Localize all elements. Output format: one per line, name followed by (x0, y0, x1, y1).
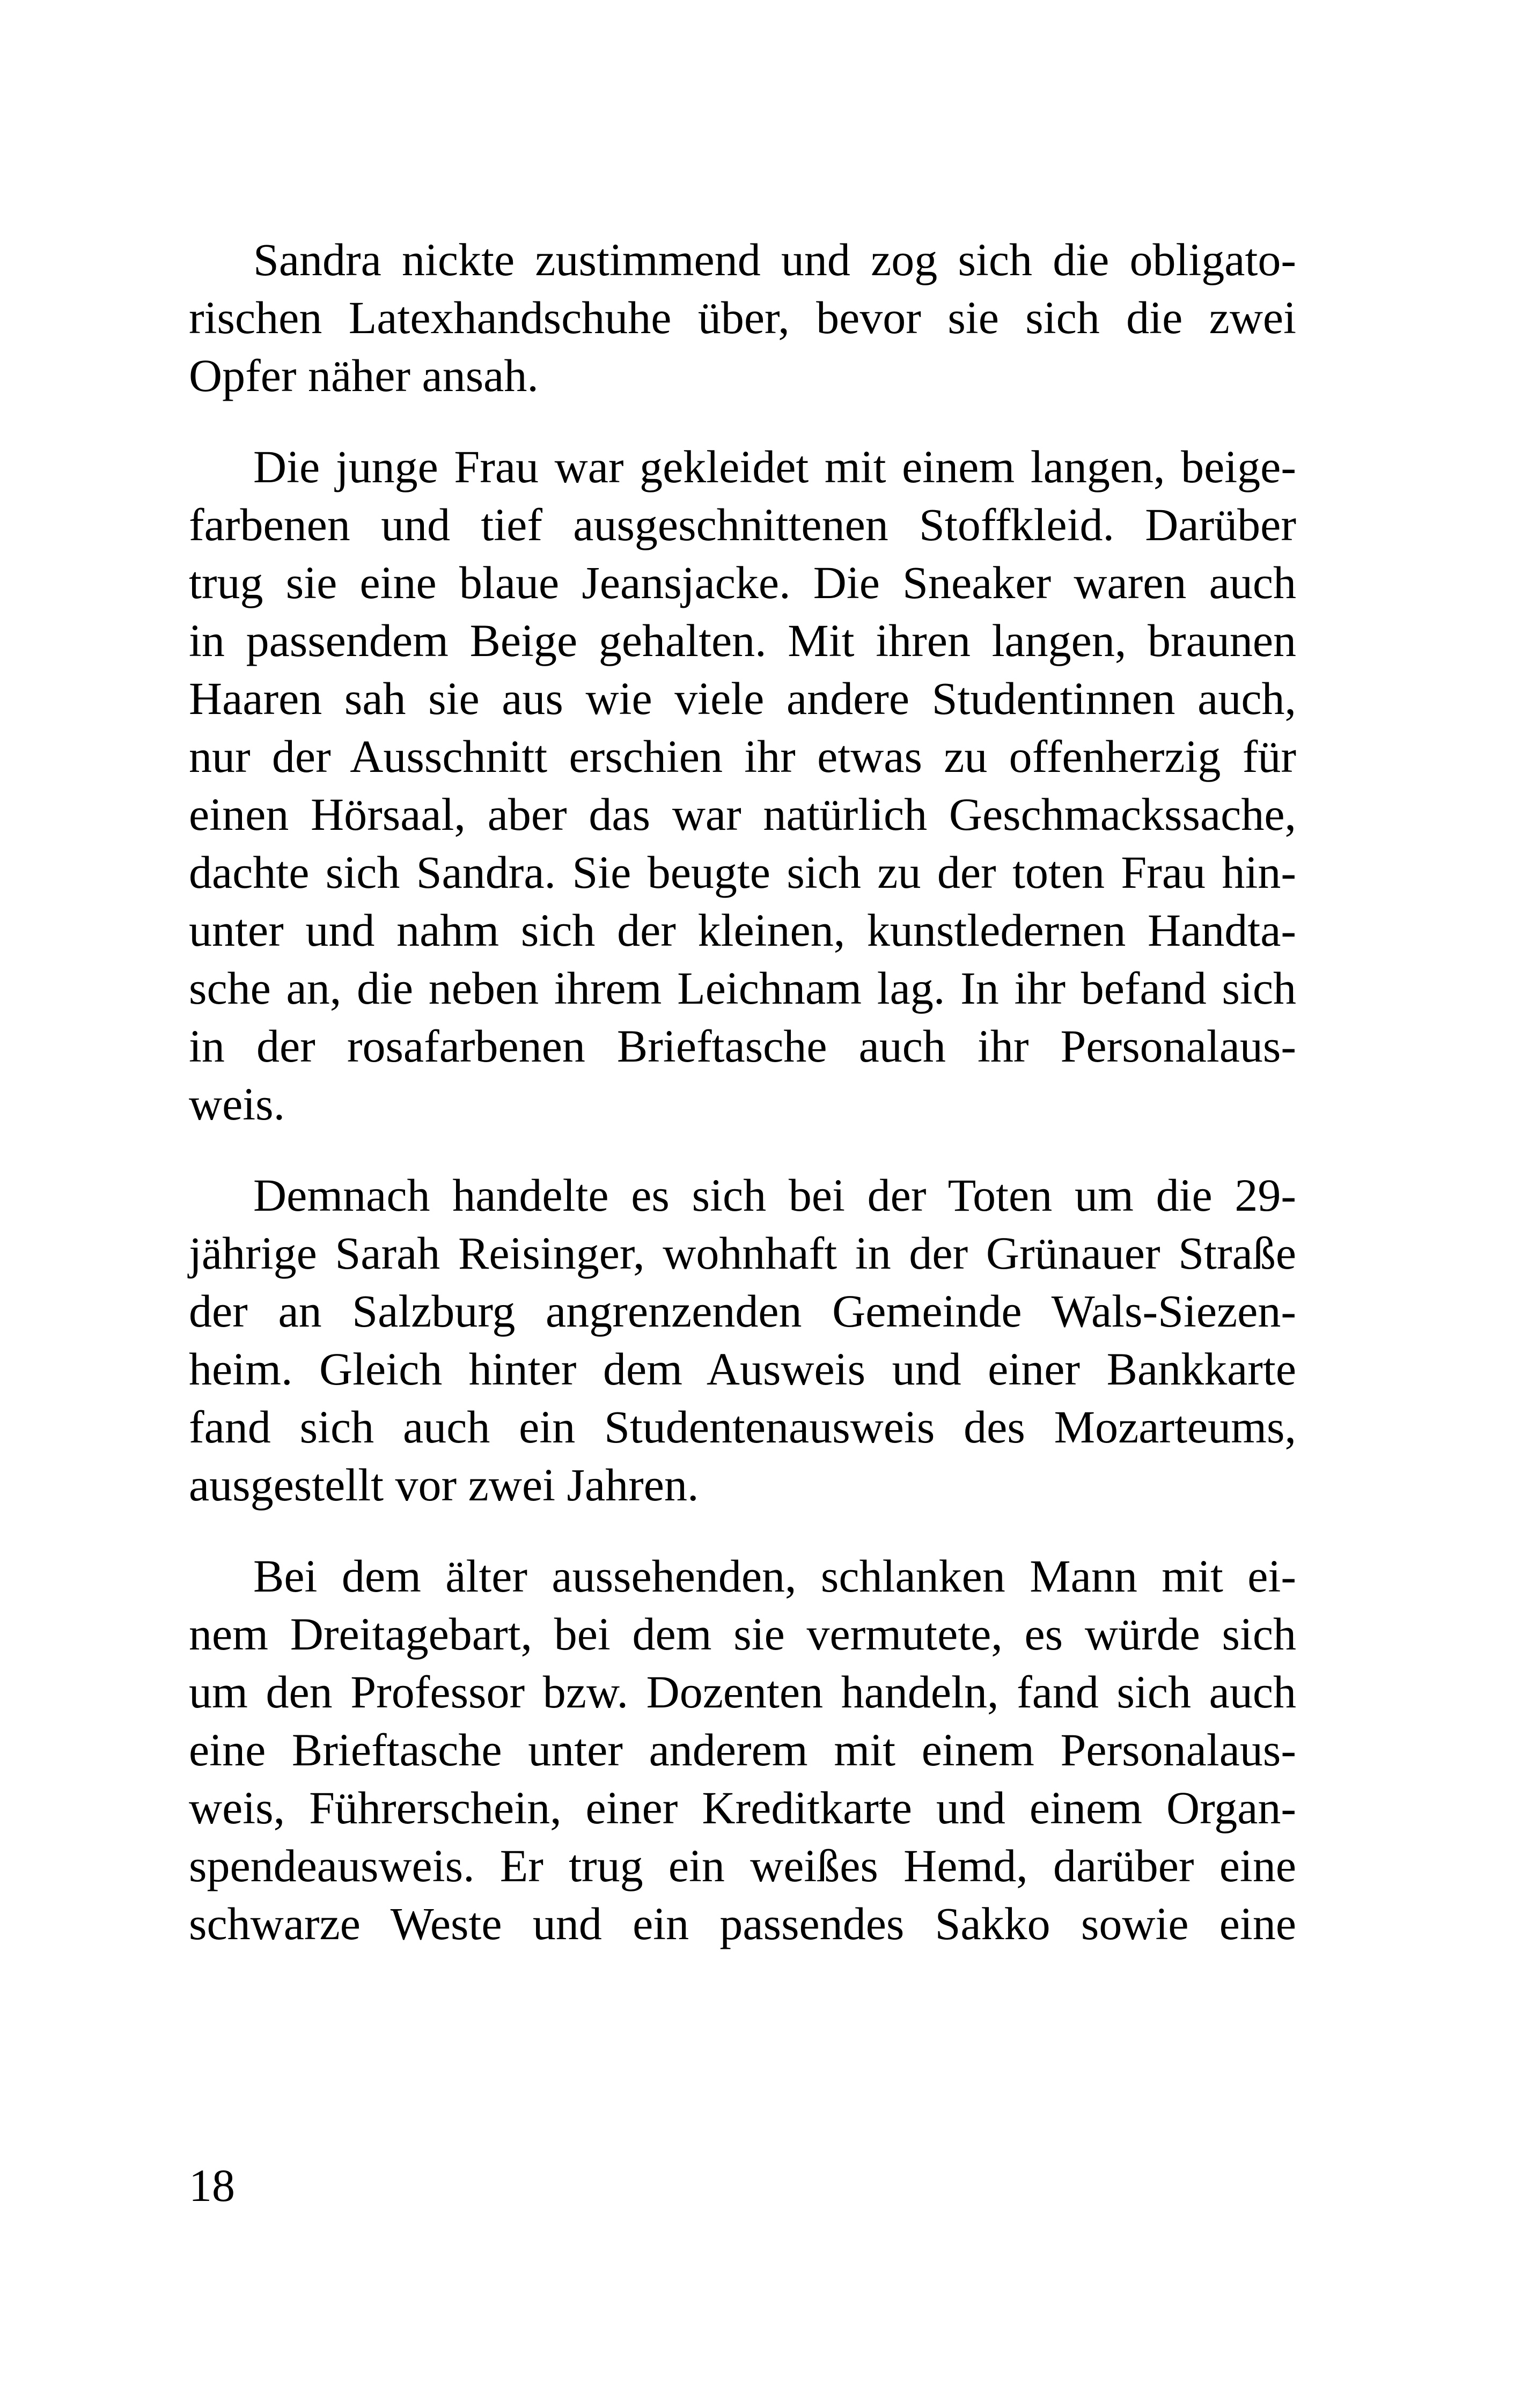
text-line: jährige Sarah Reisinger, wohnhaft in der Grünauer Straße (189, 1227, 1296, 1279)
text-line: schwarze Weste und ein passendes Sakko sowie eine (189, 1898, 1296, 1949)
text-line: Haaren sah sie aus wie viele andere Studentinnen auch, (189, 673, 1296, 724)
text-line: Demnach handelte es sich bei der Toten um die 29- (253, 1169, 1296, 1221)
text-line: spendeausweis. Er trug ein weißes Hemd, darüber eine (189, 1840, 1296, 1891)
text-line: rischen Latexhandschuhe über, bevor sie sich die zwei (189, 292, 1296, 343)
text-line: nem Dreitagebart, bei dem sie vermutete, es würde sich (189, 1608, 1296, 1660)
text-line: einen Hörsaal, aber das war natürlich Geschmackssache, (189, 789, 1296, 840)
page-number: 18 (189, 2160, 235, 2211)
text-line: Opfer näher ansah. (189, 350, 539, 401)
text-line: weis. (189, 1078, 285, 1130)
text-line: weis, Führerschein, einer Kreditkarte und einem Organ- (189, 1782, 1296, 1833)
text-line: Sandra nickte zustimmend und zog sich die obligato- (253, 234, 1296, 285)
text-line: um den Professor bzw. Dozenten handeln, fand sich auch (189, 1666, 1296, 1718)
text-line: nur der Ausschnitt erschien ihr etwas zu offenherzig für (189, 731, 1296, 782)
text-line: farbenen und tief ausgeschnittenen Stoffkleid. Darüber (189, 499, 1296, 550)
paragraph-1 (189, 231, 1296, 404)
text-line: Bei dem älter aussehenden, schlanken Mann mit ei- (253, 1550, 1296, 1602)
paragraph-2 (189, 438, 1296, 1133)
text-line: heim. Gleich hinter dem Ausweis und einer Bankkarte (189, 1343, 1296, 1395)
text-line: ausgestellt vor zwei Jahren. (189, 1459, 699, 1511)
text-line: in passendem Beige gehalten. Mit ihren langen, braunen (189, 615, 1296, 666)
text-line: unter und nahm sich der kleinen, kunstledernen Handta- (189, 904, 1296, 956)
paragraph-4 (189, 1547, 1296, 1953)
body-text (189, 231, 1296, 1986)
text-line: der an Salzburg angrenzenden Gemeinde Wals-Siezen- (189, 1285, 1296, 1337)
text-line: sche an, die neben ihrem Leichnam lag. In ihr befand sich (189, 962, 1296, 1014)
text-line: Die junge Frau war gekleidet mit einem langen, beige- (253, 441, 1296, 492)
text-line: trug sie eine blaue Jeansjacke. Die Sneaker waren auch (189, 557, 1296, 608)
paragraph-3 (189, 1166, 1296, 1514)
text-line: dachte sich Sandra. Sie beugte sich zu der toten Frau hin- (189, 846, 1296, 898)
text-line: fand sich auch ein Studentenausweis des Mozarteums, (189, 1401, 1296, 1453)
text-line: eine Brieftasche unter anderem mit einem Personalaus- (189, 1724, 1296, 1776)
text-line: in der rosafarbenen Brieftasche auch ihr Personalaus- (189, 1020, 1296, 1072)
